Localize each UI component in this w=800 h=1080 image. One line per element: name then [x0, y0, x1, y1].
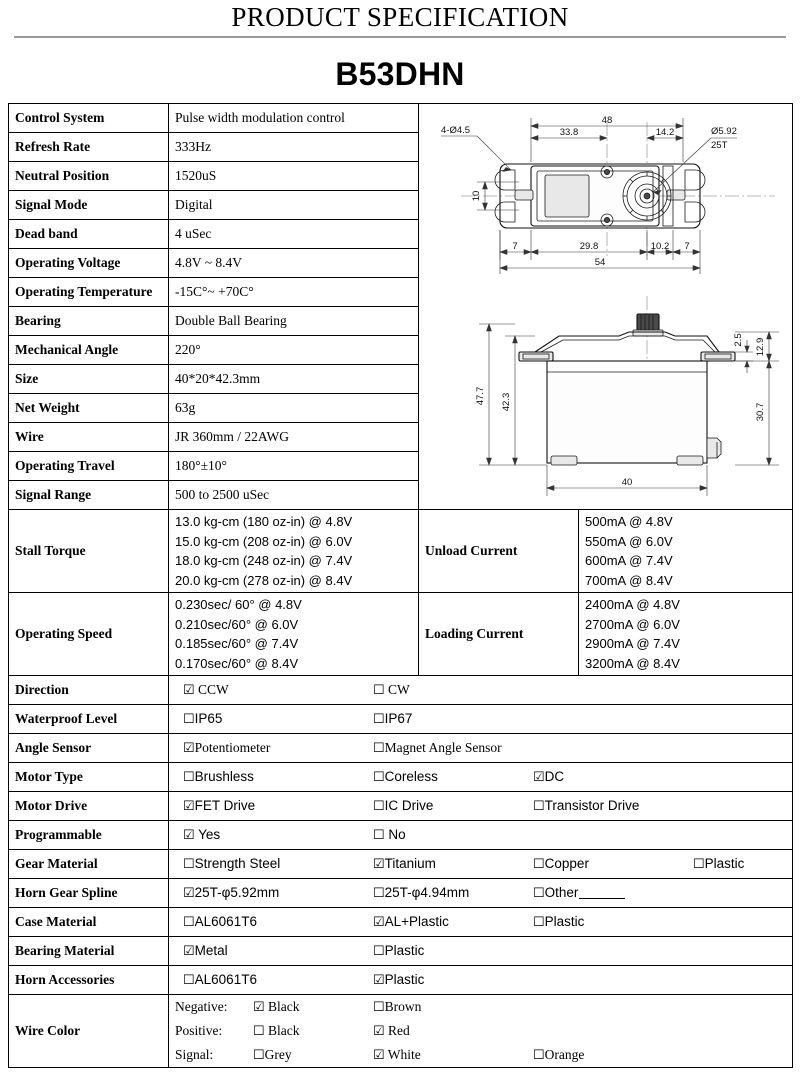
option-row-label: Bearing Material — [9, 937, 169, 966]
checkbox-option[interactable] — [373, 943, 424, 959]
checkbox-option[interactable] — [373, 769, 438, 785]
checkbox-unchecked-icon[interactable]: ☐ — [373, 827, 385, 842]
side-view-group — [475, 296, 779, 496]
option-group — [175, 850, 792, 878]
top-view-group — [441, 115, 775, 274]
option-row-choices — [169, 676, 793, 705]
checkbox-option[interactable] — [373, 711, 412, 727]
checkbox-label: White — [384, 1047, 421, 1062]
checkbox-option[interactable] — [183, 943, 228, 959]
option-group — [175, 676, 792, 704]
spec-value: 4.8V ~ 8.4V — [169, 249, 419, 278]
page-title: PRODUCT SPECIFICATION — [231, 2, 569, 32]
checkbox-label: Red — [384, 1023, 410, 1038]
checkbox-option[interactable] — [533, 1047, 584, 1063]
spec-value: 333Hz — [169, 133, 419, 162]
checkbox-label: 25T-φ4.94mm — [384, 885, 470, 900]
checkbox-unchecked-icon[interactable]: ☐ — [373, 999, 385, 1014]
table-row-option — [9, 792, 793, 821]
title-divider — [14, 36, 786, 38]
checkbox-label: 25T-φ5.92mm — [194, 885, 280, 900]
spec-label: Net Weight — [9, 394, 169, 423]
dim-label-lower-height: 30.7 — [755, 402, 766, 422]
checkbox-option[interactable] — [533, 798, 639, 814]
option-row-choices — [169, 705, 793, 734]
stall-torque-values — [169, 510, 419, 593]
checkbox-label: AL6061T6 — [194, 972, 257, 987]
spec-label: Bearing — [9, 307, 169, 336]
table-row-option — [9, 821, 793, 850]
checkbox-option[interactable] — [533, 914, 584, 930]
spec-value: -15C°~ +70C° — [169, 278, 419, 307]
option-group — [175, 792, 792, 820]
operating-speed-label: Operating Speed — [9, 593, 169, 676]
checkbox-unchecked-icon[interactable]: ☐ — [373, 682, 385, 697]
checkbox-label: Plastic — [704, 856, 745, 871]
checkbox-checked-icon[interactable]: ☑ — [183, 798, 195, 813]
checkbox-option[interactable] — [183, 769, 254, 785]
checkbox-label: IP67 — [384, 711, 413, 726]
option-row-label: Waterproof Level — [9, 705, 169, 734]
option-row-choices — [169, 908, 793, 937]
checkbox-label: Grey — [264, 1047, 292, 1062]
dim-label-right-span: 14.2 — [655, 127, 675, 138]
option-row-choices — [169, 879, 793, 908]
dim-label-body-plus-mount: 42.3 — [501, 392, 512, 412]
dim-label-spline-teeth: 25T — [711, 140, 728, 151]
table-row-option — [9, 908, 793, 937]
table-row-option — [9, 879, 793, 908]
checkbox-option[interactable] — [373, 999, 421, 1015]
checkbox-unchecked-icon[interactable]: ☐ — [253, 1047, 265, 1062]
checkbox-label: No — [384, 827, 406, 842]
option-row-choices — [169, 850, 793, 879]
checkbox-unchecked-icon[interactable]: ☐ — [373, 740, 385, 755]
checkbox-label: Black — [264, 999, 300, 1014]
option-row-label: Horn Gear Spline — [9, 879, 169, 908]
checkbox-unchecked-icon[interactable]: ☐ — [373, 943, 385, 958]
dim-label-tab-left: 7 — [512, 241, 518, 252]
checkbox-label: Titanium — [384, 856, 436, 871]
option-group — [175, 879, 792, 907]
checkbox-checked-icon[interactable]: ☑ — [183, 885, 195, 900]
dim-label-upper-height: 12.9 — [755, 337, 766, 357]
option-group — [175, 734, 792, 762]
dim-label-left-span: 33.8 — [559, 127, 579, 138]
spec-value: 220° — [169, 336, 419, 365]
dim-label-body-span: 29.8 — [579, 241, 599, 252]
checkbox-unchecked-icon[interactable]: ☐ — [533, 1047, 545, 1062]
stall-torque-line: 13.0 kg-cm (180 oz-in) @ 4.8V — [175, 514, 353, 529]
dim-label-total-length: 54 — [594, 257, 606, 268]
option-group — [175, 821, 792, 849]
operating-speed-line: 0.185sec/60° @ 7.4V — [175, 636, 299, 651]
checkbox-label: Copper — [544, 856, 589, 871]
checkbox-label: Transistor Drive — [544, 798, 640, 813]
option-row-label: Case Material — [9, 908, 169, 937]
unload-current-label: Unload Current — [419, 510, 579, 593]
wire-color-sublabel: Signal: — [175, 1047, 214, 1062]
checkbox-option[interactable] — [183, 914, 257, 930]
drawings-container — [419, 104, 792, 509]
spec-label: Operating Travel — [9, 452, 169, 481]
checkbox-unchecked-icon[interactable]: ☐ — [373, 885, 385, 900]
spec-label: Signal Range — [9, 481, 169, 510]
checkbox-checked-icon[interactable]: ☑ — [183, 682, 195, 697]
stall-torque-line: 18.0 kg-cm (248 oz-in) @ 7.4V — [175, 553, 353, 568]
loading-current-line: 3200mA @ 8.4V — [585, 655, 680, 671]
checkbox-unchecked-icon[interactable]: ☐ — [373, 769, 385, 784]
dim-label-shaft-span: 10.2 — [650, 241, 670, 252]
spec-value: 180°±10° — [169, 452, 419, 481]
spec-label: Operating Temperature — [9, 278, 169, 307]
checkbox-unchecked-icon[interactable]: ☐ — [253, 1023, 265, 1038]
checkbox-option[interactable] — [183, 827, 220, 843]
checkbox-label: Coreless — [384, 769, 438, 784]
option-row-choices — [169, 763, 793, 792]
option-group — [175, 763, 792, 791]
checkbox-label: Strength Steel — [194, 856, 281, 871]
checkbox-option[interactable] — [373, 740, 502, 756]
spec-label: Control System — [9, 104, 169, 133]
checkbox-label: Plastic — [384, 943, 425, 958]
unload-current-line: 700mA @ 8.4V — [585, 572, 673, 588]
stall-torque-line: 20.0 kg-cm (278 oz-in) @ 8.4V — [175, 572, 353, 588]
option-row-label: Gear Material — [9, 850, 169, 879]
option-row-label: Direction — [9, 676, 169, 705]
spec-value: JR 360mm / 22AWG — [169, 423, 419, 452]
spec-label: Signal Mode — [9, 191, 169, 220]
checkbox-unchecked-icon[interactable]: ☐ — [373, 798, 385, 813]
spec-label: Size — [9, 365, 169, 394]
spec-value: Double Ball Bearing — [169, 307, 419, 336]
unload-current-line: 550mA @ 6.0V — [585, 533, 673, 549]
loading-current-line: 2400mA @ 4.8V — [585, 597, 680, 612]
dim-label-tab-right: 7 — [684, 241, 690, 252]
unload-current-values — [579, 510, 793, 593]
loading-current-label: Loading Current — [419, 593, 579, 676]
table-row-option — [9, 705, 793, 734]
operating-speed-line: 0.230sec/ 60° @ 4.8V — [175, 597, 302, 612]
model-name: B53DHN — [335, 56, 465, 92]
wire-color-choices — [169, 995, 793, 1068]
checkbox-option[interactable] — [183, 740, 270, 756]
wire-color-row — [175, 1019, 792, 1043]
leader-mount-holes — [441, 136, 511, 172]
checkbox-label: AL6061T6 — [194, 914, 257, 929]
checkbox-option[interactable] — [183, 682, 229, 698]
checkbox-label: Black — [264, 1023, 300, 1038]
checkbox-label: Plastic — [384, 972, 425, 987]
checkbox-label: Metal — [194, 943, 228, 958]
spec-label: Mechanical Angle — [9, 336, 169, 365]
spec-value: 40*20*42.3mm — [169, 365, 419, 394]
table-row-option — [9, 734, 793, 763]
checkbox-label: IP65 — [194, 711, 223, 726]
option-row-label: Motor Drive — [9, 792, 169, 821]
checkbox-unchecked-icon[interactable]: ☐ — [533, 914, 545, 929]
checkbox-unchecked-icon[interactable]: ☐ — [183, 914, 195, 929]
checkbox-unchecked-icon[interactable]: ☐ — [533, 885, 545, 900]
spec-value: 500 to 2500 uSec — [169, 481, 419, 510]
spec-label: Refresh Rate — [9, 133, 169, 162]
dim-label-total-height: 47.7 — [475, 386, 486, 406]
checkbox-label: Yes — [194, 827, 221, 842]
checkbox-option[interactable] — [373, 682, 410, 698]
checkbox-label: AL+Plastic — [384, 914, 449, 929]
checkbox-option[interactable] — [183, 856, 280, 872]
checkbox-option[interactable] — [183, 885, 279, 901]
wire-color-row — [175, 995, 792, 1019]
loading-current-line: 2700mA @ 6.0V — [585, 616, 680, 632]
option-row-choices — [169, 937, 793, 966]
table-row-option — [9, 850, 793, 879]
spec-value: 1520uS — [169, 162, 419, 191]
checkbox-option[interactable] — [373, 914, 449, 930]
spec-table-body — [9, 104, 793, 1068]
checkbox-option[interactable] — [373, 798, 433, 814]
checkbox-unchecked-icon[interactable]: ☐ — [183, 972, 195, 987]
dim-label-body-width: 40 — [621, 477, 633, 488]
checkbox-option[interactable] — [533, 769, 564, 785]
table-row-wire-color — [9, 995, 793, 1068]
spec-value: 63g — [169, 394, 419, 423]
checkbox-label: CCW — [194, 682, 229, 697]
checkbox-label: DC — [544, 769, 565, 784]
dim-label-flange-thickness: 2.5 — [733, 333, 744, 347]
spec-value: 4 uSec — [169, 220, 419, 249]
stall-torque-line: 15.0 kg-cm (208 oz-in) @ 6.0V — [175, 533, 353, 549]
technical-drawings-cell — [419, 104, 793, 510]
checkbox-label: Brushless — [194, 769, 254, 784]
dim-label-mount-holes: 4-Ø4.5 — [441, 125, 471, 136]
checkbox-option[interactable] — [533, 856, 589, 872]
wire-color-sublabel: Negative: — [175, 999, 228, 1014]
checkbox-label: IC Drive — [384, 798, 434, 813]
table-row — [9, 104, 793, 133]
option-row-label: Horn Accessories — [9, 966, 169, 995]
operating-speed-line: 0.210sec/60° @ 6.0V — [175, 616, 299, 632]
spec-value: Digital — [169, 191, 419, 220]
unload-current-line: 500mA @ 4.8V — [585, 514, 673, 529]
checkbox-label: Orange — [544, 1047, 585, 1062]
dim-total-height — [479, 324, 547, 465]
checkbox-option[interactable] — [253, 999, 300, 1015]
checkbox-option[interactable] — [373, 885, 469, 901]
unload-current-line: 600mA @ 7.4V — [585, 553, 673, 568]
checkbox-option[interactable] — [373, 1023, 410, 1039]
technical-drawing-svg — [419, 104, 793, 508]
option-group — [175, 705, 792, 733]
operating-speed-line: 0.170sec/60° @ 8.4V — [175, 655, 299, 671]
option-group — [175, 908, 792, 936]
option-row-choices — [169, 821, 793, 850]
table-row-option — [9, 937, 793, 966]
checkbox-option[interactable] — [183, 798, 255, 814]
checkbox-option[interactable] — [533, 885, 625, 901]
checkbox-unchecked-icon[interactable]: ☐ — [183, 856, 195, 871]
spec-value: Pulse width modulation control — [169, 104, 419, 133]
spec-label: Wire — [9, 423, 169, 452]
option-group — [175, 937, 792, 965]
checkbox-label: FET Drive — [194, 798, 256, 813]
wire-color-sublabel: Positive: — [175, 1023, 223, 1038]
checkbox-unchecked-icon[interactable]: ☐ — [183, 711, 195, 726]
checkbox-option[interactable] — [253, 1047, 292, 1063]
checkbox-option[interactable] — [183, 711, 222, 727]
checkbox-checked-icon[interactable]: ☑ — [253, 999, 265, 1014]
spec-label: Operating Voltage — [9, 249, 169, 278]
option-row-choices — [169, 966, 793, 995]
option-row-label: Motor Type — [9, 763, 169, 792]
checkbox-option[interactable] — [373, 972, 424, 988]
option-row-choices — [169, 734, 793, 763]
checkbox-unchecked-icon[interactable]: ☐ — [533, 856, 545, 871]
checkbox-option[interactable] — [183, 972, 257, 988]
option-row-label: Programmable — [9, 821, 169, 850]
stall-torque-label: Stall Torque — [9, 510, 169, 593]
spec-label: Neutral Position — [9, 162, 169, 191]
option-row-label: Angle Sensor — [9, 734, 169, 763]
checkbox-checked-icon[interactable]: ☑ — [183, 827, 195, 842]
table-row-operating-speed — [9, 593, 793, 676]
operating-speed-values — [169, 593, 419, 676]
wire-color-row — [175, 1043, 792, 1067]
table-row-option — [9, 763, 793, 792]
table-row-option — [9, 676, 793, 705]
checkbox-option[interactable] — [693, 856, 744, 872]
checkbox-unchecked-icon[interactable]: ☐ — [373, 711, 385, 726]
dim-label-mount-height: 10 — [471, 190, 482, 202]
checkbox-option[interactable] — [253, 1023, 300, 1039]
checkbox-label: CW — [384, 682, 410, 697]
checkbox-unchecked-icon[interactable]: ☐ — [533, 798, 545, 813]
spec-label: Dead band — [9, 220, 169, 249]
dim-label-overall-width: 48 — [601, 115, 613, 126]
table-row-stall-torque — [9, 510, 793, 593]
checkbox-unchecked-icon[interactable]: ☐ — [183, 769, 195, 784]
checkbox-checked-icon[interactable]: ☑ — [373, 1023, 385, 1038]
wire-color-label: Wire Color — [9, 995, 169, 1068]
loading-current-values — [579, 593, 793, 676]
checkbox-option[interactable] — [373, 1047, 421, 1063]
checkbox-checked-icon[interactable]: ☑ — [183, 740, 195, 755]
option-group — [175, 966, 792, 994]
checkbox-checked-icon[interactable]: ☑ — [373, 914, 385, 929]
table-row-option — [9, 966, 793, 995]
checkbox-option[interactable] — [373, 827, 406, 843]
specification-table — [8, 103, 793, 1068]
dim-label-spline-dia: Ø5.92 — [711, 126, 737, 137]
checkbox-label: Brown — [384, 999, 422, 1014]
checkbox-checked-icon[interactable]: ☑ — [183, 943, 195, 958]
checkbox-checked-icon[interactable]: ☑ — [533, 769, 545, 784]
checkbox-label: Potentiometer — [194, 740, 271, 755]
option-row-choices — [169, 792, 793, 821]
checkbox-unchecked-icon[interactable]: ☐ — [693, 856, 705, 871]
checkbox-label: Plastic — [544, 914, 585, 929]
checkbox-checked-icon[interactable]: ☑ — [373, 1047, 385, 1062]
checkbox-option[interactable] — [373, 856, 436, 872]
checkbox-checked-icon[interactable]: ☑ — [373, 972, 385, 987]
checkbox-label: Magnet Angle Sensor — [384, 740, 502, 755]
checkbox-checked-icon[interactable]: ☑ — [373, 856, 385, 871]
write-in-blank[interactable] — [579, 898, 625, 899]
checkbox-label: Other — [544, 885, 579, 900]
loading-current-line: 2900mA @ 7.4V — [585, 636, 680, 651]
